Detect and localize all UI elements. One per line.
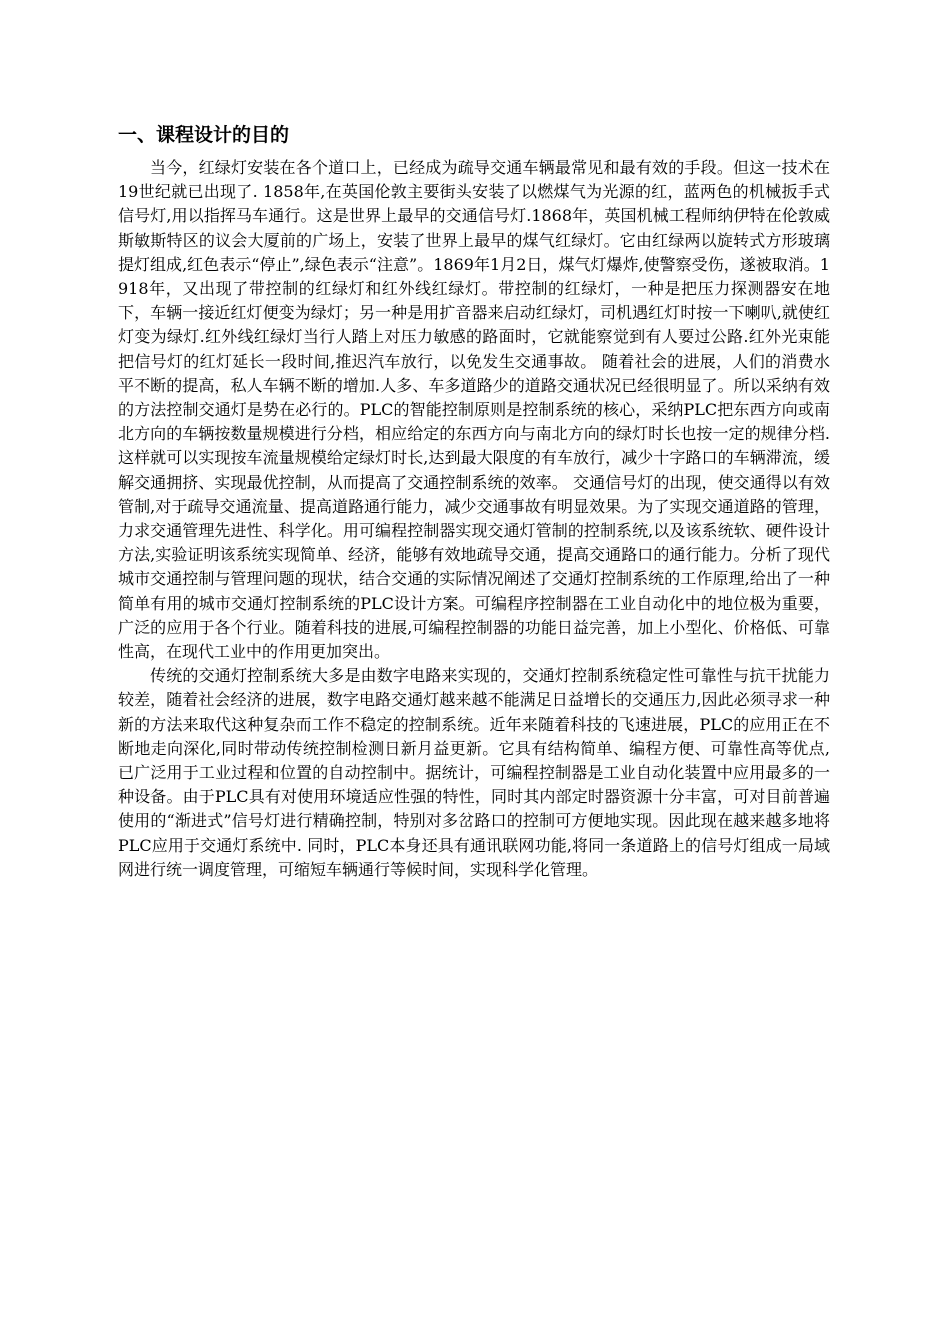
body-paragraph-1: 当今，红绿灯安装在各个道口上，已经成为疏导交通车辆最常见和最有效的手段。但这一技术在19世纪就已出现了. 1858年,在英国伦敦主要街头安装了以燃煤气为光源的红，蓝两色的机械扳手式信号灯,用以指挥马车通行。这是世界上最早的交通信号灯.1868年，英国机械工程师纳伊特在伦敦威斯敏斯特区的议会大厦前的广场上，安装了世界上最早的煤气红绿灯。它由红绿两以旋转式方形玻璃提灯组成,红色表示“停止”,绿色表示“注意”。1869年1月2日，煤气灯爆炸,使警察受伤，遂被取消。1918年，又出现了带控制的红绿灯和红外线红绿灯。带控制的红绿灯，一种是把压力探测器安在地下，车辆一接近红灯便变为绿灯；另一种是用扩音器来启动红绿灯，司机遇红灯时按一下喇叭,就使红灯变为绿灯.红外线红绿灯当行人踏上对压力敏感的路面时，它就能察觉到有人要过公路.红外光束能把信号灯的红灯延长一段时间,推迟汽车放行，以免发生交通事故。 随着社会的进展，人们的消费水平不断的提高，私人车辆不断的增加.人多、车多道路少的道路交通状况已经很明显了。所以采纳有效的方法控制交通灯是势在必行的。PLC的智能控制原则是控制系统的核心，采纳PLC把东西方向或南北方向的车辆按数量规模进行分档，相应给定的东西方向与南北方向的绿灯时长也按一定的规律分档. 这样就可以实现按车流量规模给定绿灯时长,达到最大限度的有车放行，减少十字路口的车辆滞流，缓解交通拥挤、实现最优控制，从而提高了交通控制系统的效率。 交通信号灯的出现，使交通得以有效管制,对于疏导交通流量、提高道路通行能力，减少交通事故有明显效果。为了实现交通道路的管理，力求交通管理先进性、科学化。用可编程控制器实现交通灯管制的控制系统,以及该系统软、硬件设计方法,实验证明该系统实现简单、经济，能够有效地疏导交通，提高交通路口的通行能力。分析了现代城市交通控制与管理问题的现状，结合交通的实际情况阐述了交通灯控制系统的工作原理,给出了一种简单有用的城市交通灯控制系统的PLC设计方案。可编程序控制器在工业自动化中的地位极为重要，广泛的应用于各个行业。随着科技的进展,可编程控制器的功能日益完善，加上小型化、价格低、可靠性高，在现代工业中的作用更加突出。 <box>118 158 830 662</box>
body-paragraph-2: 传统的交通灯控制系统大多是由数字电路来实现的，交通灯控制系统稳定性可靠性与抗干扰能力较差，随着社会经济的进展，数字电路交通灯越来越不能满足日益增长的交通压力,因此必须寻求一种新的方法来取代这种复杂而工作不稳定的控制系统。近年来随着科技的飞速进展，PLC的应用正在不断地走向深化,同时带动传统控制检测日新月益更新。它具有结构简单、编程方便、可靠性高等优点,已广泛用于工业过程和位置的自动控制中。据统计，可编程控制器是工业自动化装置中应用最多的一种设备。由于PLC具有对使用环境适应性强的特性，同时其内部定时器资源十分丰富，可对目前普遍使用的“渐进式”信号灯进行精确控制，特别对多岔路口的控制可方便地实现。因此现在越来越多地将PLC应用于交通灯系统中. 同时，PLC本身还具有通讯联网功能,将同一条道路上的信号灯组成一局域网进行统一调度管理，可缩短车辆通行等候时间，实现科学化管理。 <box>118 666 830 879</box>
document-page <box>118 118 830 882</box>
section-heading: 一、课程设计的目的 <box>118 124 290 146</box>
